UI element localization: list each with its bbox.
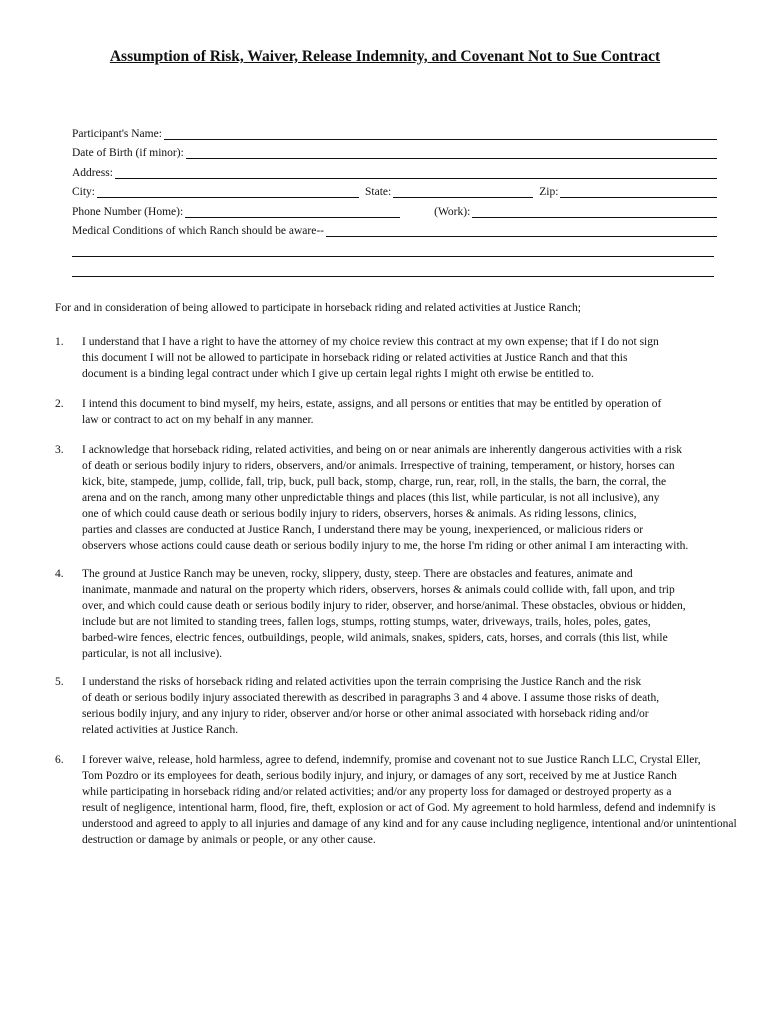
clause-number: 3. — [55, 444, 64, 456]
clause-line: while participating in horseback riding and/or related activities; and/or any property loss for damaged or destroyed property as a — [82, 786, 672, 798]
clause-text — [82, 396, 767, 428]
city-row — [72, 179, 717, 199]
medical-row — [72, 218, 717, 238]
clause-line: observers whose actions could cause death or serious bodily injury to me, the horse I'm riding or other animal I am interacting with. — [82, 540, 689, 552]
clause-line: serious bodily injury, and any injury to rider, observer and/or horse or other animal associated with horseback riding and/or — [82, 708, 649, 720]
zip-label: Zip: — [539, 186, 559, 198]
participant-name-row — [72, 120, 717, 140]
state-label: State: — [365, 186, 392, 198]
clause-line: I understand the risks of horseback riding and related activities upon the terrain comprising the Justice Ranch and the risk — [82, 676, 642, 688]
phone-home-field[interactable] — [185, 205, 400, 218]
clause-number: 1. — [55, 336, 64, 348]
address-field[interactable] — [115, 166, 717, 179]
state-field[interactable] — [393, 185, 533, 198]
address-label: Address: — [72, 166, 113, 179]
dob-label: Date of Birth (if minor): — [72, 147, 184, 159]
document-title: Assumption of Risk, Waiver, Release Indemnity, and Covenant Not to Sue Contract — [109, 48, 661, 65]
clause-line: include but are not limited to standing trees, fallen logs, stumps, rotting stumps, water, driveways, trails, holes, poles, gates, — [82, 616, 651, 628]
clause-line: parties and classes are conducted at Justice Ranch, I understand there may be young, inexperienced, or malicious riders or — [82, 524, 644, 536]
city-label: City: — [72, 186, 96, 198]
phone-home-label: Phone Number (Home): — [72, 205, 184, 218]
clause-number: 2. — [55, 398, 64, 410]
clause-line: arena and on the ranch, among many other unpredictable things and places (this list, while particular, is not all inclusive), any — [82, 492, 660, 504]
address-row — [72, 159, 717, 179]
clause-line: I understand that I have a right to have the attorney of my choice review this contract at my own expense; that if I do not sign — [82, 336, 659, 348]
clause-number: 4. — [55, 568, 64, 580]
participant-name-label: Participant's Name: — [72, 127, 162, 140]
intro-text: For and in consideration of being allowed to participate in horseback riding and related activities at Justice Ranch; — [55, 302, 581, 314]
clause-line: I forever waive, release, hold harmless, agree to defend, indemnify, promise and covenant not to sue Justice Ranch LLC, Crystal Eller, — [82, 754, 701, 766]
clause-line: result of negligence, intentional harm, flood, fire, theft, explosion or act of God. My agreement to hold harmless, defend and indemnify is — [82, 802, 716, 814]
phone-row — [72, 198, 717, 218]
clause-text — [82, 566, 767, 662]
clause-line: kick, bite, stampede, jump, collide, fall, trip, buck, pull back, stomp, charge, run, rear, roll, in the stalls, the barn, the corral, the — [82, 476, 667, 488]
participant-name-field[interactable] — [164, 127, 717, 140]
clause-number: 5. — [55, 676, 64, 688]
medical-field[interactable] — [326, 224, 717, 237]
city-field[interactable] — [97, 185, 359, 198]
clause-line: one of which could cause death or serious bodily injury to riders, observers, horses & animals. As riding lessons, clinics, — [82, 508, 637, 520]
phone-work-label: (Work): — [434, 205, 471, 218]
phone-work-field[interactable] — [472, 205, 717, 218]
zip-field[interactable] — [560, 185, 717, 198]
medical-extra-line[interactable] — [72, 237, 714, 257]
clause-line: law or contract to act on my behalf in any manner. — [82, 414, 314, 426]
participant-form — [72, 120, 717, 277]
clause-line: of death or serious bodily injury to riders, observers, and/or animals. Irrespective of training, temperament, or history, horses can — [82, 460, 675, 472]
clause-line: over, and which could cause death or serious bodily injury to rider, observer, and horse/animal. These obstacles, obvious or hidden, — [82, 600, 686, 612]
clause-text — [82, 334, 767, 382]
clause-line: understood and agreed to apply to all injuries and damage of any kind and for any cause including negligence, intentional and/or unintentional — [82, 818, 737, 830]
clause-text — [82, 674, 767, 738]
clause-line: this document I will not be allowed to participate in horseback riding or related activities at Justice Ranch and that this — [82, 352, 628, 364]
clause-line: I intend this document to bind myself, my heirs, estate, assigns, and all persons or entities that may be entitled by operation of — [82, 398, 662, 410]
clause-line: document is a binding legal contract under which I give up certain legal rights I might oth erwise be entitled to. — [82, 368, 594, 380]
clause-line: barbed-wire fences, electric fences, outbuildings, people, wild animals, snakes, spiders, cats, horses, and corrals (this list, while — [82, 632, 668, 644]
clause-line: The ground at Justice Ranch may be uneven, rocky, slippery, dusty, steep. There are obstacles and features, animate and — [82, 568, 633, 580]
medical-label: Medical Conditions of which Ranch should be aware-- — [72, 225, 324, 237]
medical-extra-line[interactable] — [72, 257, 714, 277]
clause-line: particular, is not all inclusive). — [82, 648, 223, 660]
clause-line: I acknowledge that horseback riding, related activities, and being on or near animals are inherently dangerous activities with a risk — [82, 444, 683, 456]
clause-line: Tom Pozdro or its employees for death, serious bodily injury, and injury, or damages of any sort, received by me at Justice Ranch — [82, 770, 677, 782]
clause-line: related activities at Justice Ranch. — [82, 724, 239, 736]
dob-row — [72, 140, 717, 160]
clause-line: destruction or damage by animals or people, or any other cause. — [82, 834, 376, 846]
clause-text — [82, 442, 767, 554]
dob-field[interactable] — [186, 146, 717, 159]
clause-text — [82, 752, 767, 848]
clause-number: 6. — [55, 754, 64, 766]
clause-line: of death or serious bodily injury associated therewith as described in paragraphs 3 and 4 above. I assume those risks of death, — [82, 692, 660, 704]
clause-line: inanimate, manmade and natural on the property which riders, observers, horses & animals could collide with, fall upon, and trip — [82, 584, 675, 596]
